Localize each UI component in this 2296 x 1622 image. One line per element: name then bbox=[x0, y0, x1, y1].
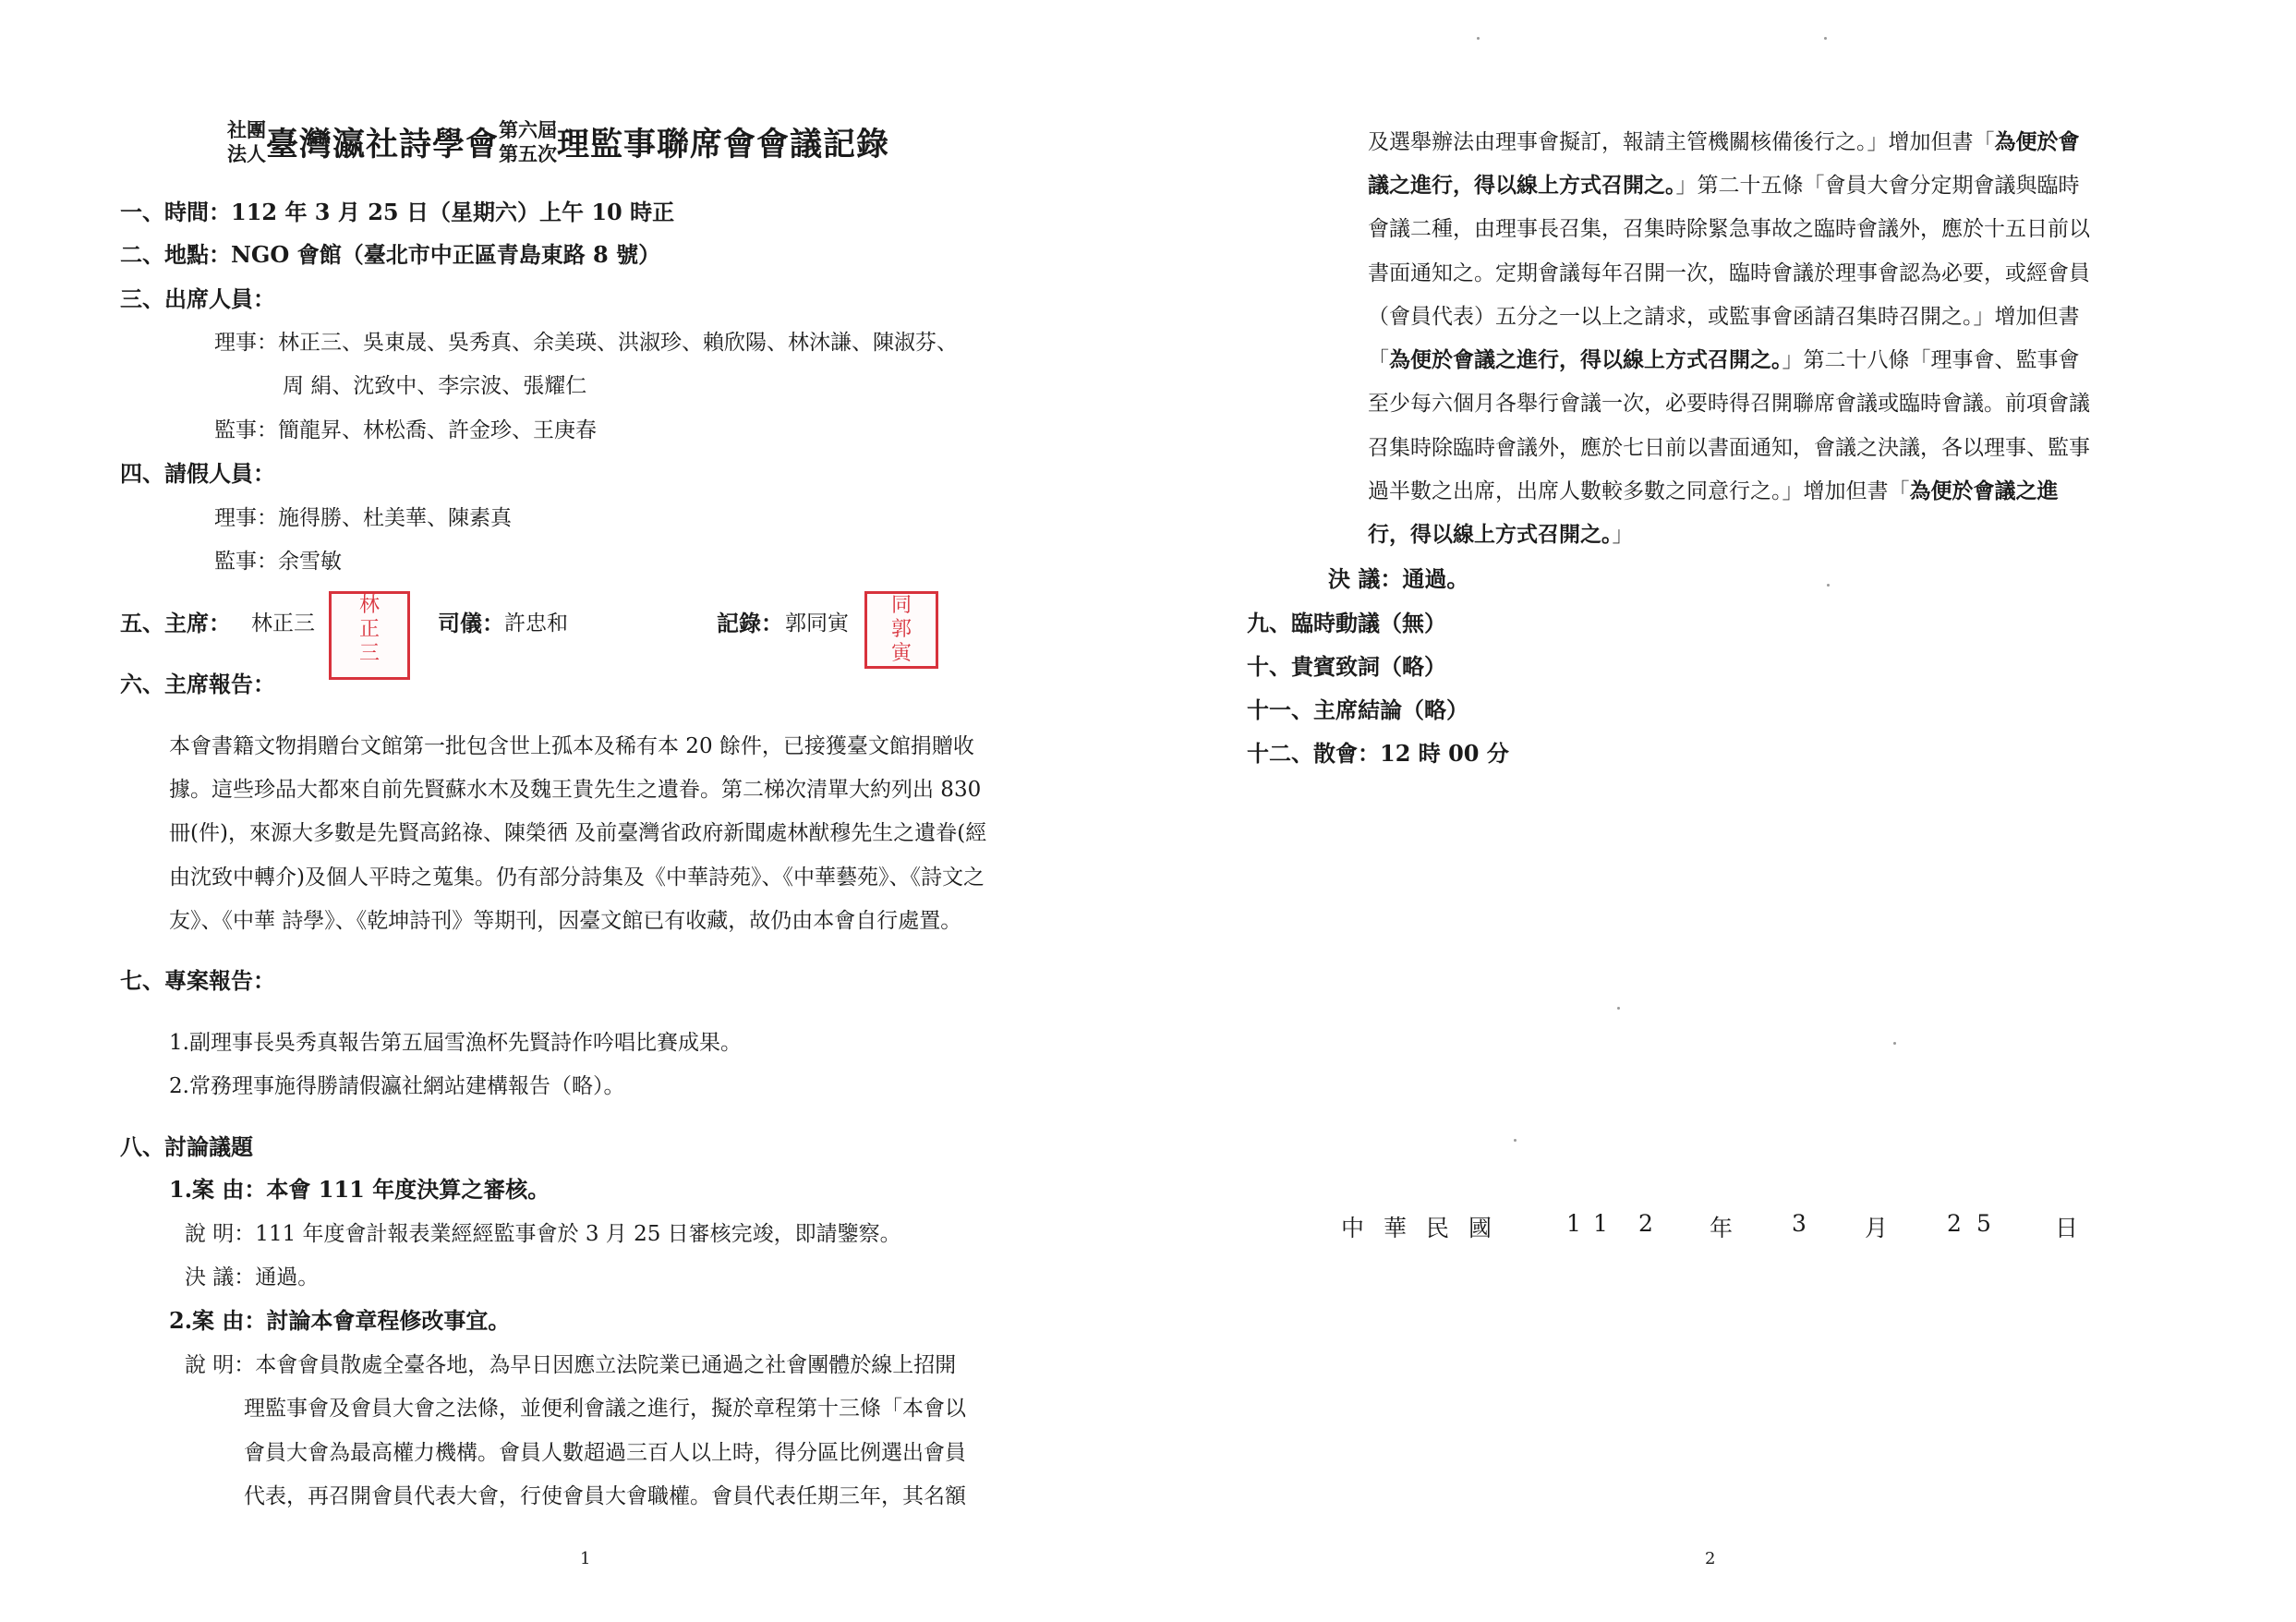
scan-speck bbox=[1893, 1042, 1896, 1045]
amendment-line: 過半數之出席，出席人數較多數之同意行之。」增加但書「為便於會議之進 bbox=[1368, 478, 2059, 503]
discussion-heading: 八、討論議題 bbox=[120, 1133, 253, 1160]
recorder-seal: 同 郭 寅 bbox=[864, 591, 938, 669]
case-2-line: 說 明：本會會員散處全臺各地，為早日因應立法院業已通過之社會團體於線上招開 bbox=[185, 1353, 957, 1377]
case-2-resolution: 決 議：通過。 bbox=[1328, 565, 1469, 592]
recorder-name: 郭同寅 bbox=[785, 611, 849, 635]
case-1-title: 1.案 由：本會 111 年度決算之審核。 bbox=[169, 1176, 550, 1203]
meeting-time: 一、時間：112 年 3 月 25 日（星期六）上午 10 時正 bbox=[120, 199, 675, 225]
case-1-resolution: 決 議：通過。 bbox=[185, 1265, 320, 1289]
leave-directors: 理事：施得勝、杜美華、陳素真 bbox=[214, 506, 512, 530]
title-org-name: 臺灣瀛社詩學會 bbox=[266, 126, 500, 163]
report-line: 冊(件)，來源大多數是先賢高銘祿、陳榮徆 及前臺灣省政府新聞處林猷穆先生之遺眷(經 bbox=[169, 821, 987, 845]
project-report-heading: 七、專案報告： bbox=[120, 967, 275, 994]
report-line: 據。這些珍品大都來自前先賢蘇水木及魏王貴先生之遺眷。第二梯次清單大約列出 830 bbox=[169, 778, 982, 802]
case-2-line: 會員大會為最高權力機構。會員人數超過三百人以上時，得分區比例選出會員 bbox=[244, 1441, 966, 1465]
title-term: 第六屆 第五次 bbox=[499, 118, 558, 165]
scan-speck bbox=[1824, 37, 1827, 40]
case-2-line: 理監事會及會員大會之法條，並便利會議之進行，擬於章程第十三條「本會以 bbox=[244, 1397, 966, 1421]
amendment-line: 議之進行，得以線上方式召開之。」第二十五條「會員大會分定期會議與臨時 bbox=[1368, 173, 2080, 198]
attending-directors-line-1: 理事：林正三、吳東晟、吳秀真、余美瑛、洪淑珍、賴欣陽、林沐謙、陳淑芬、 bbox=[214, 331, 958, 355]
recorder-label: 記錄： bbox=[717, 610, 783, 636]
page-number-1: 1 bbox=[580, 1549, 591, 1568]
mc-label: 司儀： bbox=[438, 610, 504, 636]
scan-speck bbox=[1514, 1139, 1517, 1142]
case-2-title: 2.案 由：討論本會章程修改事宜。 bbox=[169, 1307, 511, 1334]
scan-speck bbox=[1827, 584, 1830, 587]
attending-directors-line-2: 周 絹、沈致中、李宗波、張耀仁 bbox=[283, 374, 587, 398]
report-line: 友》、《中華 詩學》、《乾坤詩刊》等期刊，因臺文館已有收藏，故仍由本會自行處置。 bbox=[169, 909, 962, 933]
chair-seal: 林 正 三 bbox=[329, 591, 410, 680]
chair-report-heading: 六、主席報告： bbox=[120, 671, 275, 697]
amendment-line: 會議二種，由理事長召集，召集時除緊急事故之臨時會議外，應於十五日前以 bbox=[1368, 217, 2090, 241]
chair-name: 林正三 bbox=[251, 611, 315, 635]
leave-heading: 四、請假人員： bbox=[120, 460, 275, 487]
scan-speck bbox=[1617, 1007, 1620, 1010]
item-10-guest-speech: 十、貴賓致詞（略） bbox=[1247, 653, 1446, 680]
chair-label: 五、主席： bbox=[120, 610, 231, 636]
amendment-line: 行，得以線上方式召開之。」 bbox=[1368, 522, 1634, 547]
mc-name: 許忠和 bbox=[504, 611, 568, 635]
item-11-chair-conclusion: 十一、主席結論（略） bbox=[1247, 696, 1468, 723]
amendment-line: 至少每六個月各舉行會議一次，必要時得召開聯席會議或臨時會議。前項會議 bbox=[1368, 392, 2090, 416]
leave-supervisors: 監事：余雪敏 bbox=[214, 550, 342, 574]
title-suffix: 理監事聯席會會議記錄 bbox=[557, 126, 890, 163]
case-2-line: 代表，再召開會員代表大會，行使會員大會職權。會員代表任期三年，其名額 bbox=[244, 1484, 966, 1508]
document-title bbox=[227, 118, 889, 183]
title-prefix: 社團 法人 bbox=[227, 118, 266, 165]
amendment-line: 及選舉辦法由理事會擬訂，報請主管機關核備後行之。」增加但書「為便於會 bbox=[1368, 129, 2080, 154]
meeting-place: 二、地點：NGO 會館（臺北市中正區青島東路 8 號） bbox=[120, 241, 661, 268]
amendment-line: （會員代表）五分之一以上之請求，或監事會函請召集時召開之。」增加但書 bbox=[1368, 305, 2080, 329]
amendment-line: 「為便於會議之進行，得以線上方式召開之。」第二十八條「理事會、監事會 bbox=[1368, 347, 2080, 372]
attendees-heading: 三、出席人員： bbox=[120, 285, 275, 312]
item-9-motions: 九、臨時動議（無） bbox=[1247, 610, 1446, 636]
amendment-line: 書面通知之。定期會議每年召開一次，臨時會議於理事會認為必要，或經會員 bbox=[1368, 261, 2090, 285]
item-12-adjournment: 十二、散會：12 時 00 分 bbox=[1247, 740, 1509, 767]
project-item-2: 2.常務理事施得勝請假瀛社網站建構報告（略）。 bbox=[169, 1074, 625, 1098]
report-line: 本會書籍文物捐贈台文館第一批包含世上孤本及稀有本 20 餘件，已接獲臺文館捐贈收 bbox=[169, 734, 974, 758]
scan-speck bbox=[1477, 37, 1480, 40]
page-number-2: 2 bbox=[1705, 1549, 1716, 1568]
case-1-description: 說 明：111 年度會計報表業經經監事會於 3 月 25 日審核完竣，即請鑒察。 bbox=[185, 1222, 901, 1246]
attending-supervisors: 監事：簡龍昇、林松喬、許金珍、王庚春 bbox=[214, 418, 597, 442]
amendment-line: 召集時除臨時會議外，應於七日前以書面通知，會議之決議，各以理事、監事 bbox=[1368, 436, 2090, 460]
page-2: 及選舉辦法由理事會擬訂，報請主管機關核備後行之。」增加但書「為便於會 議之進行，得以線上方式召開之。」第二十五條「會員大會分定期會議與臨時 會議二種，由理事長召集，召集時除緊急事故之臨時會議外，應於十五日前以 書面通知之。定期會議每年召開一次，臨時會議於理事會認為必要，或經會員 （會員代表）五分之一以上之請求，或監事會函請召集時召開之。」增加但書 「為便於會議之進行，得以線上方式召開之。」第二十八條「理事會、監事會 至少每六個月各舉行會議一次，必要時得召開聯席會議或臨時會議。前項會議 召集時除臨時會議外，應於七日前以書面通知，會議之決議，各以理事、監事 過半數之出席，出席人數較多數之同意行之。」增加但書「為便於會議之進 行，得以線上方式召開之。」 決 議：通過。 九、臨時動議（無） 十、貴賓致詞（略） 十一、主席結論（略） 十二、散會：12 時 00 分 中 華 民 國 1 1 2 年 3 月 2 5 日 2 bbox=[1148, 0, 2296, 1622]
report-line: 由沈致中轉介)及個人平時之蒐集。仍有部分詩集及《中華詩苑》、《中華藝苑》、《詩文之 bbox=[169, 865, 985, 890]
project-item-1: 1.副理事長吳秀真報告第五屆雪漁杯先賢詩作吟唱比賽成果。 bbox=[169, 1031, 742, 1055]
